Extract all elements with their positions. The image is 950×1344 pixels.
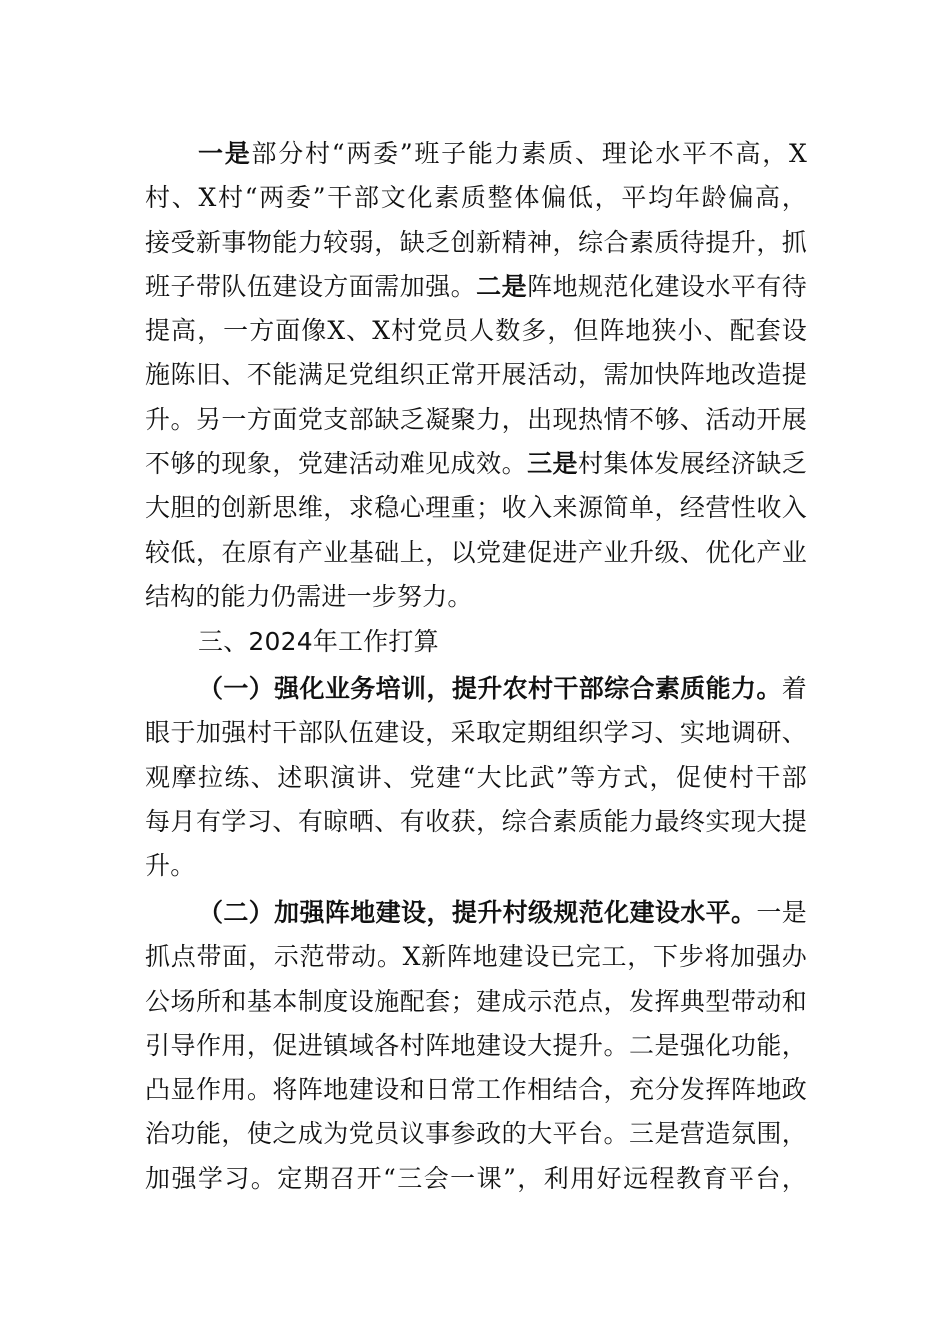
paragraph-line: 每月有学习、有晾晒、有收获，综合素质能力最终实现大提 (145, 806, 807, 836)
paragraph-line: 结构的能力仍需进一步努力。 (145, 581, 473, 611)
paragraph-line: 村、X村“两委”干部文化素质整体偏低，平均年龄偏高， (145, 183, 807, 213)
section-heading: 三、2024年工作打算 (198, 627, 439, 656)
paragraph-line: 升。 (145, 851, 196, 881)
bold-lead: 一是 (198, 139, 252, 168)
paragraph-line: 不够的现象，党建活动难见成效。三是村集体发展经济缺乏 (145, 449, 807, 479)
paragraph-line: 观摩拉练、述职演讲、党建“大比武”等方式，促使村干部 (145, 762, 807, 792)
paragraph-line: 升。另一方面党支部缺乏凝聚力，出现热情不够、活动开展 (145, 404, 807, 434)
paragraph-line: 加强学习。定期召开“三会一课”，利用好远程教育平台， (145, 1163, 807, 1193)
paragraph-line: （一）强化业务培训，提升农村干部综合素质能力。着 (198, 674, 807, 703)
paragraph-line: 提高，一方面像X、X村党员人数多，但阵地狭小、配套设 (145, 316, 807, 346)
paragraph-line: 一是部分村“两委”班子能力素质、理论水平不高，X (198, 139, 807, 168)
bold-lead: 二是 (476, 271, 528, 301)
plan-item-1 (145, 667, 807, 888)
paragraph-line: 较低，在原有产业基础上，以党建促进产业升级、优化产业 (145, 537, 807, 567)
paragraph-line: （二）加强阵地建设，提升村级规范化建设水平。一是 (198, 898, 807, 927)
paragraph-line: 公场所和基本制度设施配套；建成示范点，发挥典型带动和 (145, 986, 807, 1016)
bold-lead: 三是 (527, 449, 579, 479)
paragraph-line: 引导作用，促进镇域各村阵地建设大提升。二是强化功能， (145, 1030, 807, 1060)
paragraph-line: 抓点带面，示范带动。X新阵地建设已完工，下步将加强办 (145, 942, 807, 972)
section-heading-block (145, 620, 807, 664)
paragraph-line: 治功能，使之成为党员议事参政的大平台。三是营造氛围， (145, 1119, 807, 1149)
problems-paragraph (145, 132, 807, 619)
paragraph-line: 班子带队伍建设方面需加强。二是阵地规范化建设水平有待 (145, 271, 807, 301)
plan-item-2 (145, 891, 807, 1201)
item-title: （一）强化业务培训，提升农村干部综合素质能力。 (198, 674, 782, 703)
paragraph-line: 眼于加强村干部队伍建设，采取定期组织学习、实地调研、 (145, 718, 807, 748)
paragraph-line: 施陈旧、不能满足党组织正常开展活动，需加快阵地改造提 (145, 360, 807, 390)
item-title: （二）加强阵地建设，提升村级规范化建设水平。 (198, 898, 757, 927)
paragraph-line: 凸显作用。将阵地建设和日常工作相结合，充分发挥阵地政 (145, 1075, 807, 1105)
paragraph-line: 接受新事物能力较弱，缺乏创新精神，综合素质待提升，抓 (145, 227, 807, 257)
paragraph-line: 大胆的创新思维，求稳心理重；收入来源简单，经营性收入 (145, 493, 807, 523)
